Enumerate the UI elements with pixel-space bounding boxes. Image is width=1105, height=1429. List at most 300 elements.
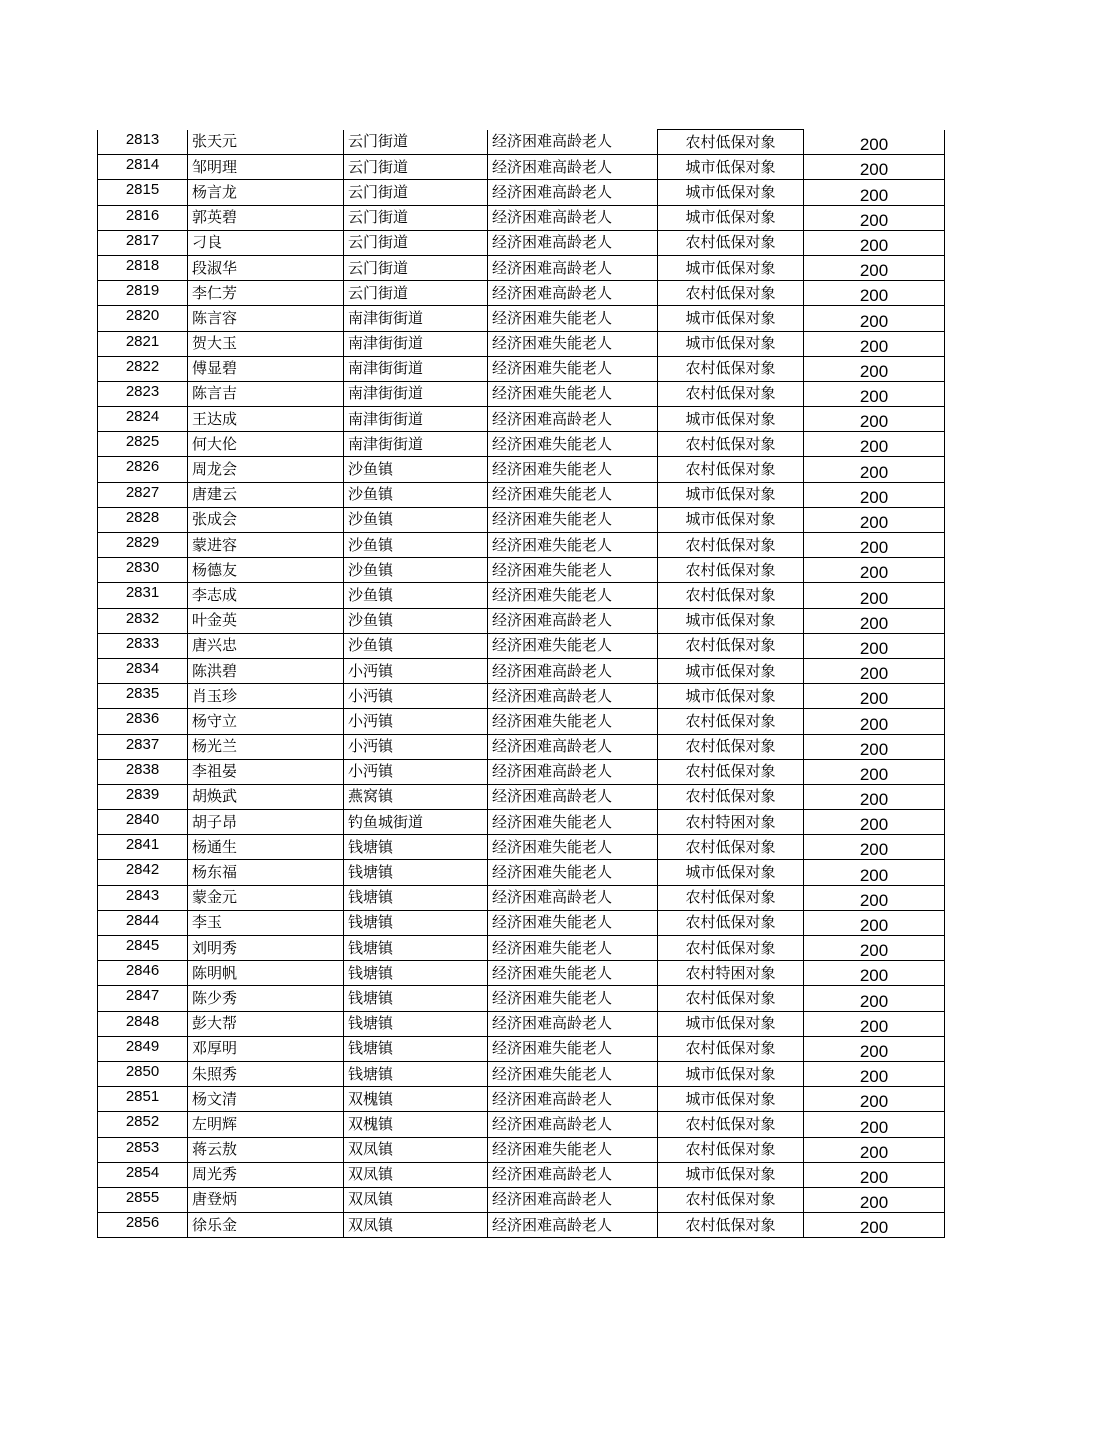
cell-amount: 200 <box>804 1213 945 1238</box>
cell-serial-number: 2845 <box>98 936 188 961</box>
cell-town: 云门街道 <box>344 230 488 255</box>
cell-assistance-type: 城市低保对象 <box>658 608 804 633</box>
cell-person-name: 王达成 <box>188 407 344 432</box>
cell-town: 小沔镇 <box>344 709 488 734</box>
cell-serial-number: 2827 <box>98 482 188 507</box>
cell-amount: 200 <box>804 608 945 633</box>
cell-category: 经济困难失能老人 <box>488 860 658 885</box>
cell-assistance-type: 城市低保对象 <box>658 507 804 532</box>
cell-category: 经济困难失能老人 <box>488 1036 658 1061</box>
cell-assistance-type: 农村低保对象 <box>658 910 804 935</box>
cell-amount: 200 <box>804 407 945 432</box>
cell-assistance-type: 农村低保对象 <box>658 533 804 558</box>
cell-serial-number: 2853 <box>98 1137 188 1162</box>
cell-serial-number: 2844 <box>98 910 188 935</box>
cell-amount: 200 <box>804 130 945 155</box>
cell-serial-number: 2836 <box>98 709 188 734</box>
table-row <box>98 306 945 331</box>
cell-category: 经济困难高龄老人 <box>488 255 658 280</box>
cell-category: 经济困难失能老人 <box>488 533 658 558</box>
table-row <box>98 583 945 608</box>
cell-category: 经济困难失能老人 <box>488 709 658 734</box>
cell-category: 经济困难失能老人 <box>488 356 658 381</box>
table-row <box>98 633 945 658</box>
cell-serial-number: 2818 <box>98 255 188 280</box>
cell-person-name: 刘明秀 <box>188 936 344 961</box>
cell-amount: 200 <box>804 784 945 809</box>
cell-assistance-type: 农村低保对象 <box>658 230 804 255</box>
cell-assistance-type: 城市低保对象 <box>658 684 804 709</box>
cell-town: 沙鱼镇 <box>344 457 488 482</box>
cell-serial-number: 2819 <box>98 281 188 306</box>
cell-amount: 200 <box>804 306 945 331</box>
cell-serial-number: 2838 <box>98 759 188 784</box>
cell-town: 沙鱼镇 <box>344 507 488 532</box>
table-row <box>98 281 945 306</box>
cell-person-name: 彭大帮 <box>188 1011 344 1036</box>
cell-assistance-type: 城市低保对象 <box>658 1162 804 1187</box>
cell-category: 经济困难失能老人 <box>488 507 658 532</box>
table-row <box>98 709 945 734</box>
cell-person-name: 邓厚明 <box>188 1036 344 1061</box>
cell-amount: 200 <box>804 356 945 381</box>
cell-category: 经济困难高龄老人 <box>488 230 658 255</box>
cell-category: 经济困难失能老人 <box>488 381 658 406</box>
cell-town: 钱塘镇 <box>344 936 488 961</box>
cell-category: 经济困难高龄老人 <box>488 1011 658 1036</box>
cell-town: 沙鱼镇 <box>344 533 488 558</box>
table-row <box>98 457 945 482</box>
cell-person-name: 周光秀 <box>188 1162 344 1187</box>
cell-assistance-type: 城市低保对象 <box>658 1011 804 1036</box>
cell-assistance-type: 农村低保对象 <box>658 1187 804 1212</box>
table-row <box>98 205 945 230</box>
cell-person-name: 邹明理 <box>188 155 344 180</box>
cell-assistance-type: 城市低保对象 <box>658 180 804 205</box>
cell-town: 南津街街道 <box>344 381 488 406</box>
table-row <box>98 910 945 935</box>
cell-category: 经济困难失能老人 <box>488 986 658 1011</box>
cell-serial-number: 2828 <box>98 507 188 532</box>
cell-town: 钱塘镇 <box>344 885 488 910</box>
cell-town: 钱塘镇 <box>344 1011 488 1036</box>
cell-amount: 200 <box>804 432 945 457</box>
cell-person-name: 杨守立 <box>188 709 344 734</box>
cell-assistance-type: 农村低保对象 <box>658 986 804 1011</box>
table-row <box>98 331 945 356</box>
cell-amount: 200 <box>804 684 945 709</box>
cell-category: 经济困难失能老人 <box>488 936 658 961</box>
cell-serial-number: 2814 <box>98 155 188 180</box>
cell-town: 钱塘镇 <box>344 961 488 986</box>
cell-assistance-type: 农村低保对象 <box>658 1112 804 1137</box>
cell-category: 经济困难高龄老人 <box>488 1213 658 1238</box>
cell-category: 经济困难失能老人 <box>488 331 658 356</box>
cell-serial-number: 2830 <box>98 558 188 583</box>
cell-serial-number: 2837 <box>98 734 188 759</box>
cell-person-name: 杨言龙 <box>188 180 344 205</box>
table-row <box>98 810 945 835</box>
cell-person-name: 李祖晏 <box>188 759 344 784</box>
cell-amount: 200 <box>804 230 945 255</box>
table-row <box>98 684 945 709</box>
cell-person-name: 杨光兰 <box>188 734 344 759</box>
cell-town: 云门街道 <box>344 180 488 205</box>
cell-person-name: 杨文清 <box>188 1087 344 1112</box>
cell-amount: 200 <box>804 205 945 230</box>
cell-assistance-type: 农村低保对象 <box>658 734 804 759</box>
cell-serial-number: 2841 <box>98 835 188 860</box>
cell-category: 经济困难高龄老人 <box>488 759 658 784</box>
cell-town: 双槐镇 <box>344 1112 488 1137</box>
cell-person-name: 陈洪碧 <box>188 658 344 683</box>
cell-serial-number: 2817 <box>98 230 188 255</box>
cell-assistance-type: 农村低保对象 <box>658 130 804 155</box>
cell-amount: 200 <box>804 860 945 885</box>
cell-town: 小沔镇 <box>344 734 488 759</box>
cell-serial-number: 2852 <box>98 1112 188 1137</box>
cell-town: 钱塘镇 <box>344 910 488 935</box>
cell-category: 经济困难高龄老人 <box>488 1087 658 1112</box>
table-row <box>98 1162 945 1187</box>
cell-amount: 200 <box>804 633 945 658</box>
cell-person-name: 李志成 <box>188 583 344 608</box>
table-row <box>98 1036 945 1061</box>
cell-town: 沙鱼镇 <box>344 583 488 608</box>
cell-category: 经济困难失能老人 <box>488 1137 658 1162</box>
cell-serial-number: 2833 <box>98 633 188 658</box>
cell-assistance-type: 农村低保对象 <box>658 633 804 658</box>
cell-town: 南津街街道 <box>344 407 488 432</box>
cell-town: 云门街道 <box>344 155 488 180</box>
cell-person-name: 胡子昂 <box>188 810 344 835</box>
cell-person-name: 郭英碧 <box>188 205 344 230</box>
cell-person-name: 胡焕武 <box>188 784 344 809</box>
cell-assistance-type: 城市低保对象 <box>658 860 804 885</box>
cell-person-name: 陈言容 <box>188 306 344 331</box>
cell-category: 经济困难失能老人 <box>488 961 658 986</box>
cell-town: 沙鱼镇 <box>344 482 488 507</box>
cell-serial-number: 2848 <box>98 1011 188 1036</box>
cell-serial-number: 2851 <box>98 1087 188 1112</box>
cell-person-name: 唐兴忠 <box>188 633 344 658</box>
cell-person-name: 蒋云敖 <box>188 1137 344 1162</box>
cell-amount: 200 <box>804 961 945 986</box>
cell-category: 经济困难失能老人 <box>488 583 658 608</box>
cell-category: 经济困难高龄老人 <box>488 784 658 809</box>
beneficiary-table-body <box>98 130 945 1238</box>
cell-serial-number: 2855 <box>98 1187 188 1212</box>
cell-person-name: 傅显碧 <box>188 356 344 381</box>
cell-person-name: 肖玉珍 <box>188 684 344 709</box>
cell-amount: 200 <box>804 1061 945 1086</box>
cell-serial-number: 2816 <box>98 205 188 230</box>
table-row <box>98 734 945 759</box>
cell-person-name: 贺大玉 <box>188 331 344 356</box>
cell-amount: 200 <box>804 835 945 860</box>
cell-assistance-type: 农村低保对象 <box>658 936 804 961</box>
cell-serial-number: 2850 <box>98 1061 188 1086</box>
cell-assistance-type: 农村特困对象 <box>658 961 804 986</box>
cell-assistance-type: 农村低保对象 <box>658 759 804 784</box>
cell-amount: 200 <box>804 1187 945 1212</box>
cell-amount: 200 <box>804 457 945 482</box>
cell-town: 云门街道 <box>344 205 488 230</box>
table-row <box>98 936 945 961</box>
cell-assistance-type: 农村低保对象 <box>658 784 804 809</box>
table-row <box>98 155 945 180</box>
cell-amount: 200 <box>804 1137 945 1162</box>
cell-serial-number: 2825 <box>98 432 188 457</box>
cell-person-name: 叶金英 <box>188 608 344 633</box>
cell-assistance-type: 农村低保对象 <box>658 457 804 482</box>
table-row <box>98 1011 945 1036</box>
cell-assistance-type: 城市低保对象 <box>658 407 804 432</box>
cell-amount: 200 <box>804 1036 945 1061</box>
cell-assistance-type: 城市低保对象 <box>658 482 804 507</box>
cell-town: 沙鱼镇 <box>344 558 488 583</box>
cell-category: 经济困难高龄老人 <box>488 608 658 633</box>
cell-serial-number: 2815 <box>98 180 188 205</box>
cell-amount: 200 <box>804 759 945 784</box>
table-row <box>98 986 945 1011</box>
cell-town: 南津街街道 <box>344 432 488 457</box>
cell-town: 钱塘镇 <box>344 986 488 1011</box>
cell-person-name: 李玉 <box>188 910 344 935</box>
cell-serial-number: 2846 <box>98 961 188 986</box>
cell-amount: 200 <box>804 281 945 306</box>
cell-town: 小沔镇 <box>344 759 488 784</box>
cell-town: 沙鱼镇 <box>344 608 488 633</box>
cell-amount: 200 <box>804 1087 945 1112</box>
cell-category: 经济困难高龄老人 <box>488 734 658 759</box>
cell-town: 钱塘镇 <box>344 860 488 885</box>
cell-category: 经济困难高龄老人 <box>488 130 658 155</box>
cell-category: 经济困难失能老人 <box>488 558 658 583</box>
cell-category: 经济困难高龄老人 <box>488 1187 658 1212</box>
cell-serial-number: 2856 <box>98 1213 188 1238</box>
cell-assistance-type: 农村低保对象 <box>658 1036 804 1061</box>
cell-assistance-type: 城市低保对象 <box>658 155 804 180</box>
table-row <box>98 1087 945 1112</box>
cell-assistance-type: 城市低保对象 <box>658 306 804 331</box>
cell-town: 钓鱼城街道 <box>344 810 488 835</box>
cell-assistance-type: 城市低保对象 <box>658 205 804 230</box>
cell-category: 经济困难高龄老人 <box>488 155 658 180</box>
cell-amount: 200 <box>804 1162 945 1187</box>
table-row <box>98 180 945 205</box>
table-row <box>98 482 945 507</box>
cell-serial-number: 2834 <box>98 658 188 683</box>
cell-amount: 200 <box>804 810 945 835</box>
cell-serial-number: 2839 <box>98 784 188 809</box>
cell-category: 经济困难失能老人 <box>488 910 658 935</box>
beneficiary-table <box>97 129 945 1238</box>
cell-person-name: 陈言吉 <box>188 381 344 406</box>
cell-amount: 200 <box>804 482 945 507</box>
cell-person-name: 蒙进容 <box>188 533 344 558</box>
cell-amount: 200 <box>804 910 945 935</box>
cell-town: 燕窝镇 <box>344 784 488 809</box>
table-row <box>98 759 945 784</box>
cell-amount: 200 <box>804 658 945 683</box>
cell-assistance-type: 城市低保对象 <box>658 1087 804 1112</box>
cell-assistance-type: 城市低保对象 <box>658 255 804 280</box>
cell-amount: 200 <box>804 533 945 558</box>
cell-category: 经济困难高龄老人 <box>488 684 658 709</box>
cell-town: 小沔镇 <box>344 658 488 683</box>
cell-category: 经济困难高龄老人 <box>488 1162 658 1187</box>
cell-person-name: 朱照秀 <box>188 1061 344 1086</box>
table-row <box>98 230 945 255</box>
cell-person-name: 刁良 <box>188 230 344 255</box>
cell-assistance-type: 农村低保对象 <box>658 835 804 860</box>
cell-amount: 200 <box>804 507 945 532</box>
cell-assistance-type: 农村低保对象 <box>658 583 804 608</box>
cell-category: 经济困难高龄老人 <box>488 180 658 205</box>
cell-town: 小沔镇 <box>344 684 488 709</box>
cell-category: 经济困难失能老人 <box>488 306 658 331</box>
cell-serial-number: 2849 <box>98 1036 188 1061</box>
table-row <box>98 1112 945 1137</box>
cell-person-name: 段淑华 <box>188 255 344 280</box>
cell-category: 经济困难失能老人 <box>488 633 658 658</box>
cell-town: 南津街街道 <box>344 356 488 381</box>
cell-person-name: 陈明帆 <box>188 961 344 986</box>
cell-amount: 200 <box>804 331 945 356</box>
table-row <box>98 432 945 457</box>
cell-category: 经济困难失能老人 <box>488 835 658 860</box>
cell-town: 钱塘镇 <box>344 1036 488 1061</box>
cell-amount: 200 <box>804 583 945 608</box>
cell-serial-number: 2843 <box>98 885 188 910</box>
cell-amount: 200 <box>804 1112 945 1137</box>
cell-amount: 200 <box>804 734 945 759</box>
cell-person-name: 张天元 <box>188 130 344 155</box>
cell-serial-number: 2832 <box>98 608 188 633</box>
cell-person-name: 徐乐金 <box>188 1213 344 1238</box>
table-row <box>98 533 945 558</box>
cell-amount: 200 <box>804 986 945 1011</box>
table-row <box>98 784 945 809</box>
cell-town: 钱塘镇 <box>344 1061 488 1086</box>
cell-person-name: 周龙会 <box>188 457 344 482</box>
cell-assistance-type: 城市低保对象 <box>658 658 804 683</box>
cell-category: 经济困难高龄老人 <box>488 281 658 306</box>
cell-assistance-type: 农村低保对象 <box>658 281 804 306</box>
cell-assistance-type: 农村低保对象 <box>658 1137 804 1162</box>
cell-category: 经济困难失能老人 <box>488 1061 658 1086</box>
cell-serial-number: 2842 <box>98 860 188 885</box>
table-row <box>98 1213 945 1238</box>
table-row <box>98 885 945 910</box>
cell-person-name: 陈少秀 <box>188 986 344 1011</box>
cell-assistance-type: 城市低保对象 <box>658 331 804 356</box>
cell-person-name: 张成会 <box>188 507 344 532</box>
cell-assistance-type: 农村低保对象 <box>658 381 804 406</box>
cell-town: 云门街道 <box>344 130 488 155</box>
cell-person-name: 唐建云 <box>188 482 344 507</box>
cell-serial-number: 2823 <box>98 381 188 406</box>
cell-town: 云门街道 <box>344 281 488 306</box>
cell-amount: 200 <box>804 1011 945 1036</box>
cell-town: 钱塘镇 <box>344 835 488 860</box>
cell-person-name: 唐登炳 <box>188 1187 344 1212</box>
cell-town: 双凤镇 <box>344 1162 488 1187</box>
cell-assistance-type: 农村低保对象 <box>658 558 804 583</box>
cell-serial-number: 2824 <box>98 407 188 432</box>
table-row <box>98 608 945 633</box>
cell-amount: 200 <box>804 936 945 961</box>
cell-serial-number: 2821 <box>98 331 188 356</box>
cell-serial-number: 2813 <box>98 130 188 155</box>
cell-amount: 200 <box>804 709 945 734</box>
cell-serial-number: 2820 <box>98 306 188 331</box>
cell-assistance-type: 农村特困对象 <box>658 810 804 835</box>
cell-category: 经济困难失能老人 <box>488 810 658 835</box>
table-row <box>98 130 945 155</box>
cell-town: 双槐镇 <box>344 1087 488 1112</box>
cell-town: 双凤镇 <box>344 1213 488 1238</box>
cell-amount: 200 <box>804 155 945 180</box>
cell-serial-number: 2822 <box>98 356 188 381</box>
cell-person-name: 蒙金元 <box>188 885 344 910</box>
table-row <box>98 407 945 432</box>
table-row <box>98 381 945 406</box>
cell-person-name: 李仁芳 <box>188 281 344 306</box>
cell-category: 经济困难高龄老人 <box>488 205 658 230</box>
cell-town: 南津街街道 <box>344 306 488 331</box>
cell-assistance-type: 农村低保对象 <box>658 885 804 910</box>
cell-amount: 200 <box>804 885 945 910</box>
table-row <box>98 835 945 860</box>
cell-person-name: 杨通生 <box>188 835 344 860</box>
table-row <box>98 961 945 986</box>
table-row <box>98 860 945 885</box>
cell-category: 经济困难高龄老人 <box>488 885 658 910</box>
cell-category: 经济困难高龄老人 <box>488 1112 658 1137</box>
cell-assistance-type: 农村低保对象 <box>658 356 804 381</box>
cell-person-name: 左明辉 <box>188 1112 344 1137</box>
cell-amount: 200 <box>804 381 945 406</box>
cell-category: 经济困难失能老人 <box>488 482 658 507</box>
cell-category: 经济困难失能老人 <box>488 457 658 482</box>
cell-amount: 200 <box>804 180 945 205</box>
table-row <box>98 1061 945 1086</box>
cell-town: 南津街街道 <box>344 331 488 356</box>
cell-town: 沙鱼镇 <box>344 633 488 658</box>
cell-serial-number: 2826 <box>98 457 188 482</box>
cell-assistance-type: 城市低保对象 <box>658 1061 804 1086</box>
table-row <box>98 658 945 683</box>
cell-assistance-type: 农村低保对象 <box>658 1213 804 1238</box>
cell-serial-number: 2840 <box>98 810 188 835</box>
cell-amount: 200 <box>804 255 945 280</box>
cell-town: 双凤镇 <box>344 1137 488 1162</box>
cell-serial-number: 2829 <box>98 533 188 558</box>
table-row <box>98 1137 945 1162</box>
cell-category: 经济困难失能老人 <box>488 432 658 457</box>
cell-category: 经济困难高龄老人 <box>488 658 658 683</box>
table-row <box>98 507 945 532</box>
cell-amount: 200 <box>804 558 945 583</box>
table-row <box>98 1187 945 1212</box>
table-row <box>98 558 945 583</box>
cell-category: 经济困难高龄老人 <box>488 407 658 432</box>
cell-person-name: 杨东福 <box>188 860 344 885</box>
cell-town: 云门街道 <box>344 255 488 280</box>
table-row <box>98 255 945 280</box>
